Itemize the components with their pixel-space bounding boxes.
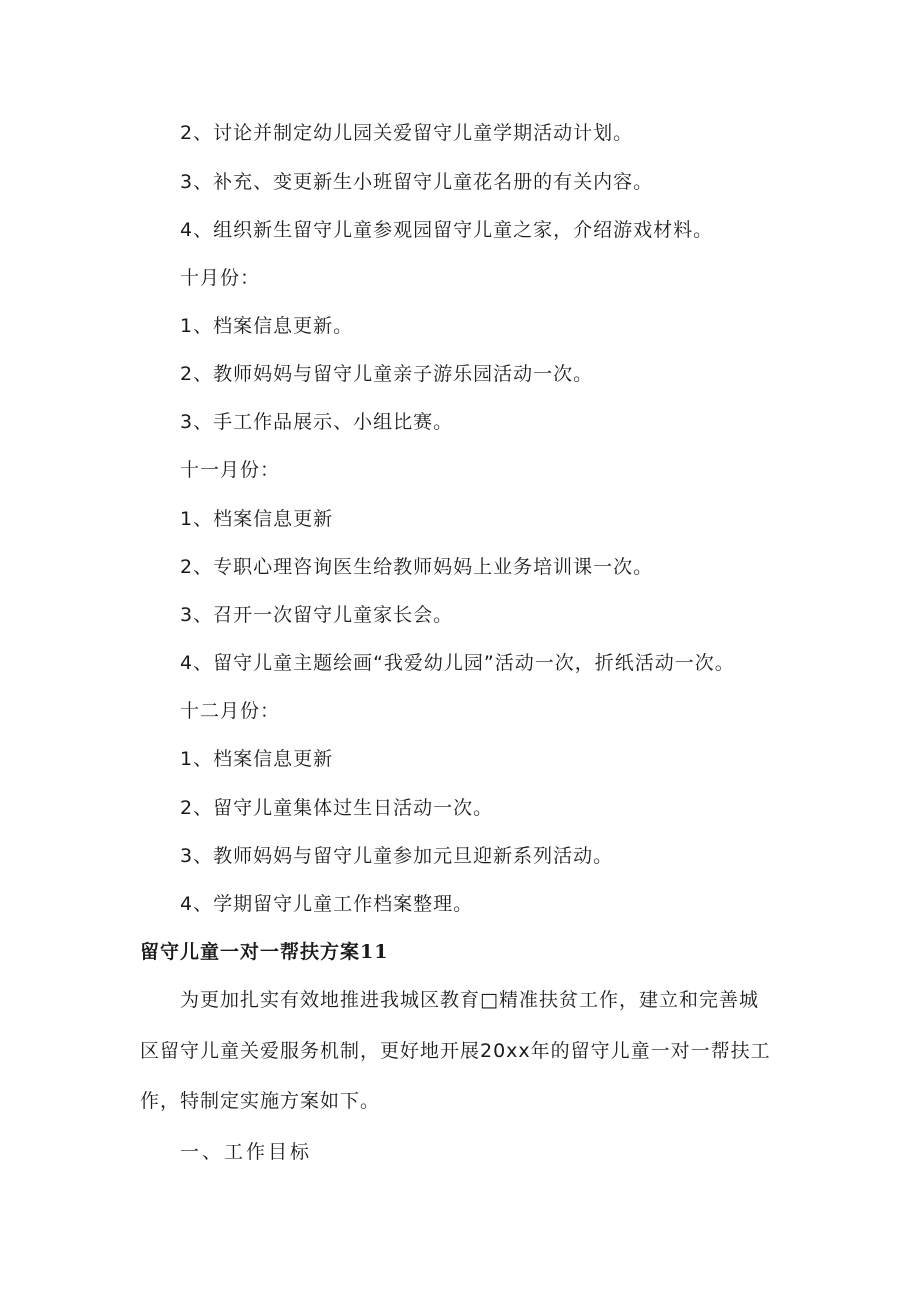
month-label: 十一月份： [180, 459, 281, 481]
section-title: 一、工作目标 [180, 1141, 313, 1163]
plan-item: 4、学期留守儿童工作档案整理。 [180, 893, 474, 915]
plan-item: 3、补充、变更新生小班留守儿童花名册的有关内容。 [180, 171, 654, 193]
plan-item: 3、召开一次留守儿童家长会。 [180, 604, 454, 626]
plan-item: 4、组织新生留守儿童参观园留守儿童之家，介绍游戏材料。 [180, 219, 714, 241]
plan-item: 2、教师妈妈与留守儿童亲子游乐园活动一次。 [180, 363, 594, 385]
document-heading: 留守儿童一对一帮扶方案11 [140, 941, 389, 963]
plan-item: 2、讨论并制定幼儿园关爱留守儿童学期活动计划。 [180, 122, 634, 144]
month-label: 十二月份： [180, 700, 281, 722]
paragraph-line: 作，特制定实施方案如下。 [140, 1090, 381, 1112]
plan-item: 3、教师妈妈与留守儿童参加元旦迎新系列活动。 [180, 845, 614, 867]
plan-item: 1、档案信息更新 [180, 508, 334, 530]
month-label: 十月份： [180, 267, 261, 289]
plan-item: 1、档案信息更新 [180, 748, 334, 770]
plan-item: 2、专职心理咨询医生给教师妈妈上业务培训课一次。 [180, 556, 654, 578]
plan-item: 3、手工作品展示、小组比赛。 [180, 411, 454, 433]
paragraph-line: 为更加扎实有效地推进我城区教育□精准扶贫工作，建立和完善城 [180, 989, 759, 1011]
paragraph-line: 区留守儿童关爱服务机制，更好地开展20xx年的留守儿童一对一帮扶工 [140, 1040, 771, 1062]
plan-item: 1、档案信息更新。 [180, 315, 354, 337]
plan-item: 4、留守儿童主题绘画“我爱幼儿园”活动一次，折纸活动一次。 [180, 652, 735, 674]
plan-item: 2、留守儿童集体过生日活动一次。 [180, 797, 494, 819]
